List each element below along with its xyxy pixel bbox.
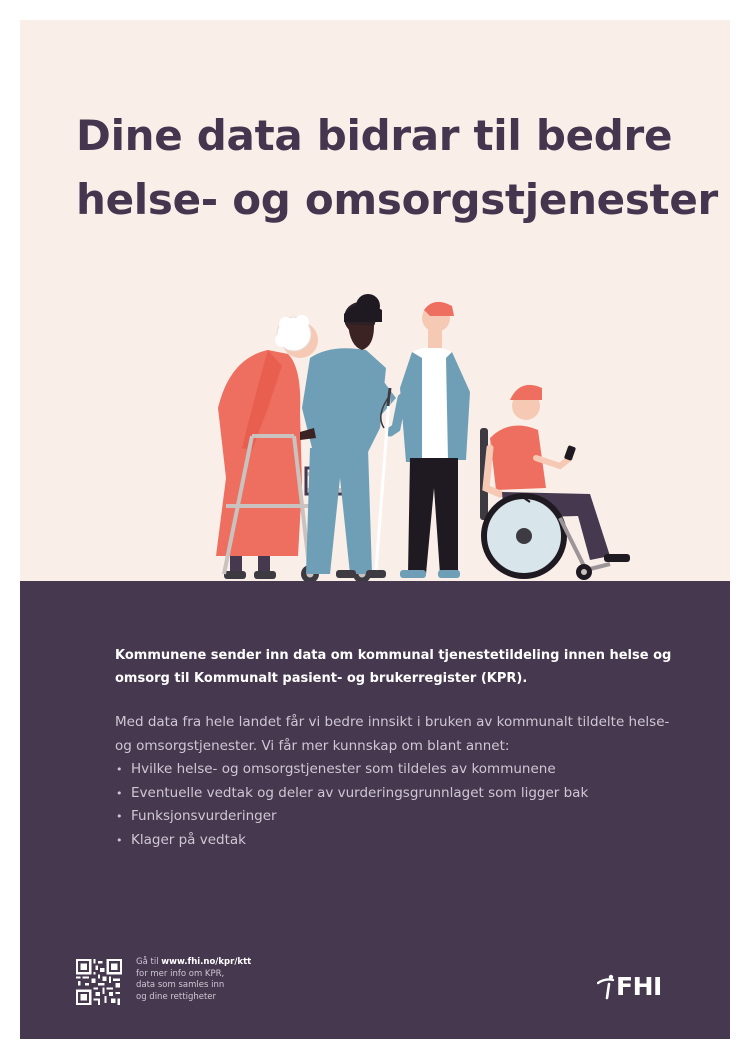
- man-with-cane-figure: [376, 302, 470, 578]
- poster: [20, 20, 730, 1039]
- fhi-logo: [597, 972, 677, 1006]
- qr-caption-line-3: data som samles inn: [136, 980, 225, 990]
- intro-block: [115, 711, 675, 852]
- bullet-item: • Klager på vedtak: [115, 829, 675, 853]
- intro-paragraph: Med data fra hele landet får vi bedre innsikt i bruken av kommunalt tildelte helse- og omsorgstjenester. Vi får mer kunnskap om blant annet:: [115, 714, 670, 754]
- qr-caption-line-2: for mer info om KPR,: [136, 968, 225, 979]
- hero-section: [20, 20, 730, 581]
- qr-caption-line-4: og dine rettigheter: [136, 991, 217, 1002]
- title-line-2: helse- og omsorgstjenester: [76, 175, 718, 224]
- lead-paragraph: Kommunene sender inn data om kommunal tjenestetildeling innen helse og omsorg til Kommunalt pasient- og brukerregister (KPR).: [115, 648, 672, 686]
- qr-code-icon[interactable]: [76, 959, 122, 1005]
- bullet-list: [115, 758, 675, 852]
- wheelchair-user-figure: [480, 385, 630, 580]
- people-care-illustration: [190, 288, 630, 581]
- bullet-item: • Funksjonsvurderinger: [115, 805, 675, 829]
- bullet-item: • Eventuelle vedtak og deler av vurderingsgrunnlaget som ligger bak: [115, 782, 675, 806]
- title-line-1: Dine data bidrar til bedre: [76, 111, 673, 160]
- logo-text: FHI: [616, 972, 662, 1001]
- qr-url-link[interactable]: www.fhi.no/kpr/ktt: [161, 957, 252, 967]
- qr-caption: [136, 957, 296, 1003]
- info-section: [20, 581, 730, 1039]
- page-title: [76, 104, 716, 232]
- bullet-item: • Hvilke helse- og omsorgstjenester som tildeles av kommunene: [115, 758, 675, 782]
- qr-prefix: Gå til: [136, 957, 159, 967]
